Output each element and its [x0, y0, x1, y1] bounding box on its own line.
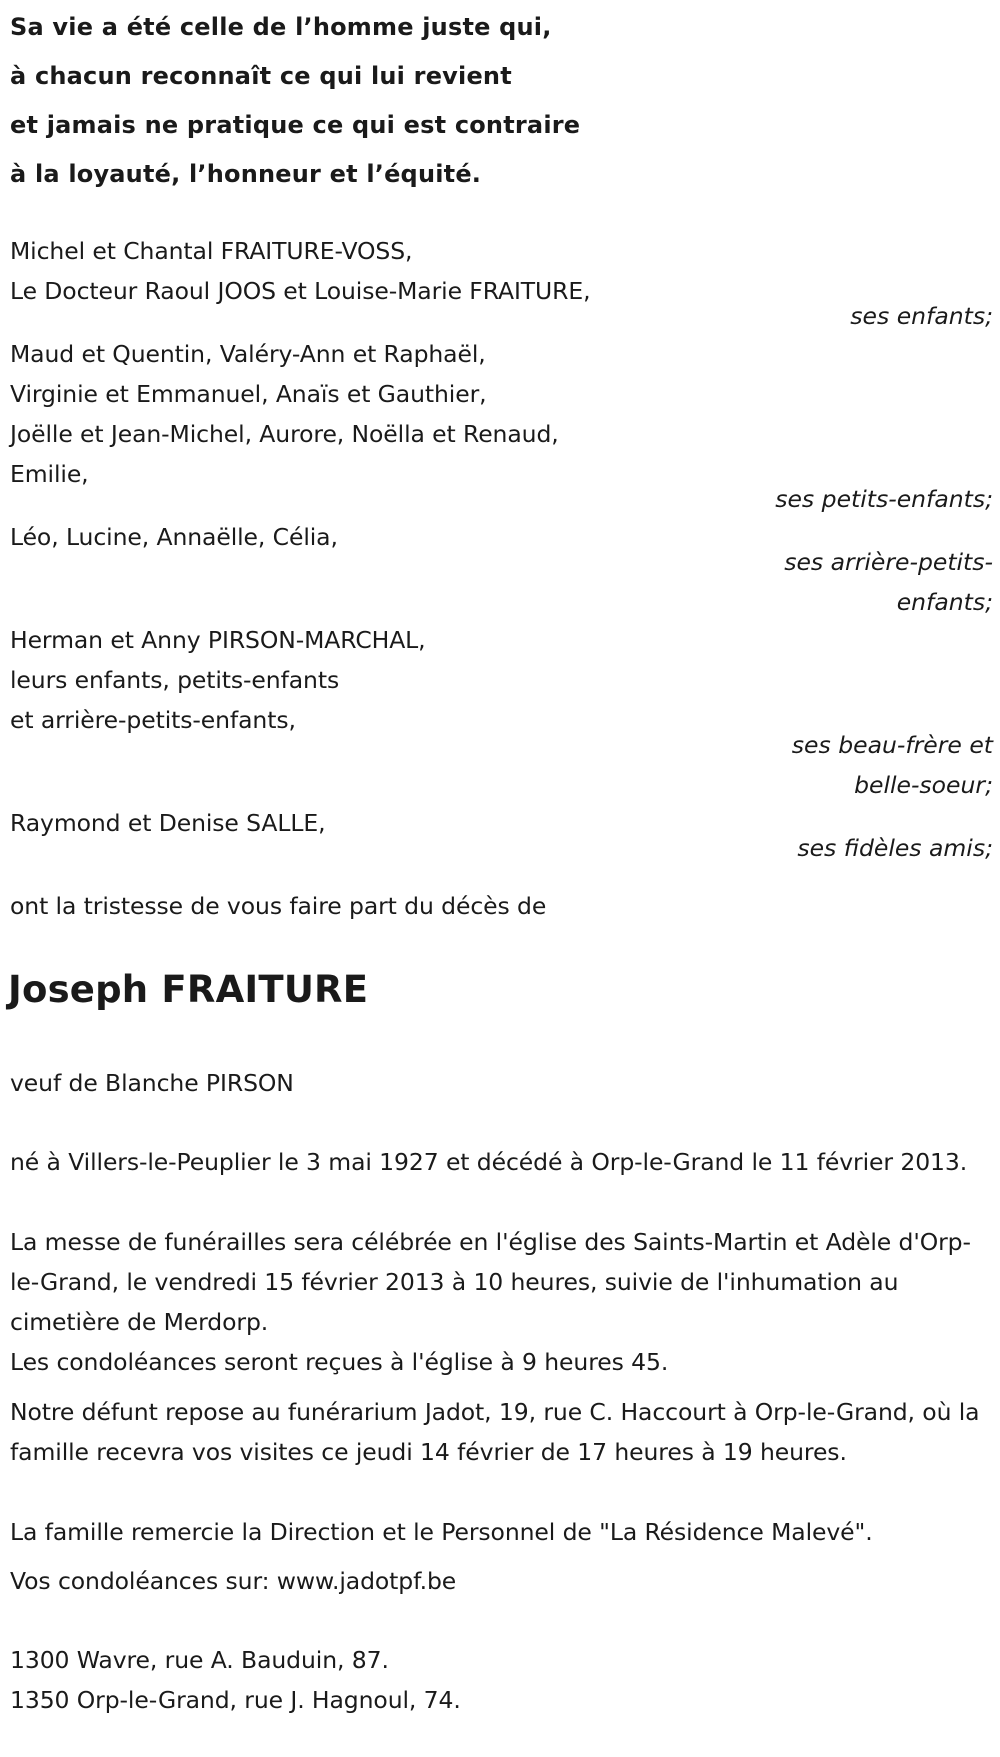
- deceased-name: Joseph FRAITURE: [8, 968, 369, 1011]
- relation-label: ses fidèles amis;: [797, 834, 993, 862]
- thanks-paragraph: La famille remercie la Direction et le Personnel de "La Résidence Malevé".: [10, 1518, 873, 1546]
- children-line: Le Docteur Raoul JOOS et Louise-Marie FRAITURE,: [10, 277, 591, 305]
- relation-label: ses enfants;: [850, 302, 993, 330]
- grandchildren-line: Joëlle et Jean-Michel, Aurore, Noëlla et Renaud,: [10, 420, 559, 448]
- epitaph-line: Sa vie a été celle de l’homme juste qui,: [10, 13, 552, 41]
- condolences-paragraph: Les condoléances seront reçues à l'église à 9 heures 45.: [10, 1348, 669, 1376]
- address-line: 1300 Wavre, rue A. Bauduin, 87.: [10, 1646, 389, 1674]
- widower-line: veuf de Blanche PIRSON: [10, 1069, 294, 1097]
- great-grandchildren-line: Léo, Lucine, Annaëlle, Célia,: [10, 523, 338, 551]
- epitaph-line: à chacun reconnaît ce qui lui revient: [10, 62, 512, 90]
- relation-label: [733, 542, 993, 622]
- relation-label-line: ses beau-frère et: [791, 731, 993, 759]
- funeral-mass-paragraph: La messe de funérailles sera célébrée en l'église des Saints-Martin et Adèle d'Orp-le-Grand, le vendredi 15 février 2013 à 10 heures, suivie de l'inhumation au cimetière de Merdorp.: [10, 1228, 971, 1336]
- epitaph-line: à la loyauté, l’honneur et l’équité.: [10, 160, 482, 188]
- grandchildren-line: Emilie,: [10, 460, 89, 488]
- in-laws-line: Herman et Anny PIRSON-MARCHAL,: [10, 626, 426, 654]
- epitaph-line: et jamais ne pratique ce qui est contraire: [10, 111, 581, 139]
- birth-death-paragraph: né à Villers-le-Peuplier le 3 mai 1927 et décédé à Orp-le-Grand le 11 février 2013.: [10, 1148, 968, 1176]
- relation-label: [733, 725, 993, 805]
- relation-label-line: enfants;: [896, 588, 993, 616]
- grandchildren-line: Maud et Quentin, Valéry-Ann et Raphaël,: [10, 340, 486, 368]
- friends-line: Raymond et Denise SALLE,: [10, 809, 326, 837]
- in-laws-line: et arrière-petits-enfants,: [10, 706, 296, 734]
- relation-label-line: belle-soeur;: [854, 771, 993, 799]
- relation-label-line: ses arrière-petits-: [784, 548, 993, 576]
- announcement: ont la tristesse de vous faire part du décès de: [10, 892, 547, 920]
- address-line: 1350 Orp-le-Grand, rue J. Hagnoul, 74.: [10, 1686, 461, 1714]
- children-line: Michel et Chantal FRAITURE-VOSS,: [10, 237, 413, 265]
- online-condolences-paragraph: Vos condoléances sur: www.jadotpf.be: [10, 1567, 457, 1595]
- funerarium-paragraph: Notre défunt repose au funérarium Jadot, 19, rue C. Haccourt à Orp-le-Grand, où la famille recevra vos visites ce jeudi 14 février de 17 heures à 19 heures.: [10, 1398, 980, 1466]
- relation-label: ses petits-enfants;: [775, 485, 993, 513]
- in-laws-line: leurs enfants, petits-enfants: [10, 666, 340, 694]
- grandchildren-line: Virginie et Emmanuel, Anaïs et Gauthier,: [10, 380, 487, 408]
